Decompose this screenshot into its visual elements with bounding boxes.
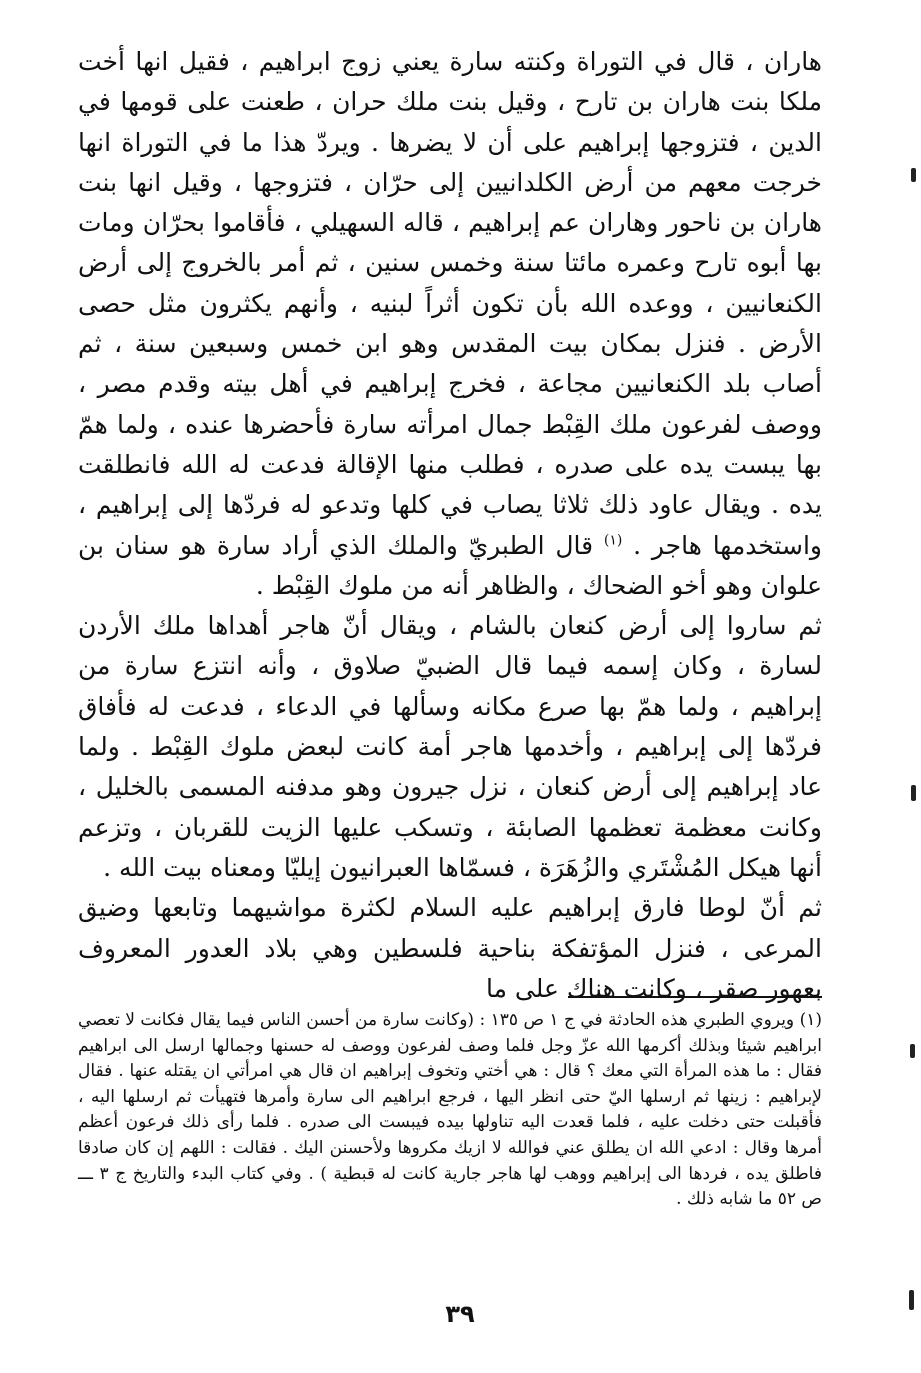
main-text bbox=[78, 42, 822, 1009]
margin-mark bbox=[911, 785, 916, 801]
page-number: ٣٩ bbox=[445, 1300, 475, 1328]
paragraph-1-tail: قال الطبريّ والملك الذي أراد سارة هو سنان بن علوان وهو أخو الضحاك ، والظاهر أنه من ملوك القِبْط . bbox=[78, 530, 822, 600]
paragraph-3: ثم أنّ لوطا فارق إبراهيم عليه السلام لكثرة مواشيهما وتابعها وضيق المرعى ، فنزل المؤتفكة بناحية فلسطين وهي بلاد العدور المعروف بعهور صقر ، وكانت هناك على ما bbox=[78, 893, 822, 1003]
footnote bbox=[78, 1008, 822, 1213]
footnote-text: (١) ويروي الطبري هذه الحادثة في ج ١ ص ١٣٥ : (وكانت سارة من أحسن الناس فيما يقال فكانت لا تعصي ابراهيم شيئا وبذلك أكرمها الله عزّ وجل فلما وصف لفرعون ووصف له حسنها وجمالها ارسل الى ابراهيم فقال : ما هذه المرأة التي معك ؟ قال : هي أختي وتخوف إبراهيم ان قال هي امرأتي ان يقتله عنها . فقال لإبراهيم : زينها ثم ارسلها اليّ حتى انظر اليها ، فرجع ابراهيم الى سارة وأمرها فتهيأت ثم ارسلها اليه ، فأقبلت حتى دخلت عليه ، فلما قعدت اليه تناولها بيده فيبست الى صدره . فلما رأى ذلك فرعون أعظم أمرها وقال : ادعي الله ان يطلق عني فوالله لا ازيك مكروها ولأحسنن اليك . فقالت : اللهم إن كان صادقا فاطلق يده ، فردها الى إبراهيم ووهب لها هاجر جارية كانت له قبطية ) . وفي كتاب البدء والتاريخ ج ٣ ـــ ص ٥٢ ما شابه ذلك . bbox=[78, 1010, 822, 1210]
paragraph-1-text: هاران ، قال في التوراة وكنته سارة يعني زوج ابراهيم ، فقيل انها أخت ملكا بنت هاران بن تارح ، وقيل بنت ملك حران ، طعنت على قومها في الدين ، فتزوجها إبراهيم على أن لا يضرها . ويردّ هذا ما في التوراة انها خرجت معهم من أرض الكلدانيين إلى حرّان ، فتزوجها ، وقيل انها بنت هاران بن ناحور وهاران عم إبراهيم ، قاله السهيلي ، فأقاموا بحرّان ومات بها أبوه تارح وعمره مائتا سنة وخمس سنين ، ثم أمر بالخروج إلى أرض الكنعانيين ، ووعده الله بأن تكون أثراً لبنيه ، وأنهم يكثرون مثل حصى الأرض . فنزل بمكان بيت المقدس وهو ابن خمس وسبعين سنة ، ثم أصاب بلد الكنعانيين مجاعة ، فخرج إبراهيم في أهل بيته وقدم مصر ، ووصف لفرعون ملك القِبْط جمال امرأته سارة فأحضرها عنده ، ولما همّ بها يبست يده على صدره ، فطلب منها الإقالة فدعت له الله فانطلقت يده . ويقال عاود ذلك ثلاثا يصاب في كلها وتدعو له فردّها إلى إبراهيم ، واستخدمها هاجر . bbox=[78, 47, 822, 560]
margin-mark bbox=[911, 168, 916, 182]
footnote-separator bbox=[568, 996, 822, 998]
paragraph-2: ثم ساروا إلى أرض كنعان بالشام ، ويقال أنّ هاجر أهداها ملك الأردن لسارة ، وكان إسمه فيما قال الضبيّ صلاوق ، وأنه انتزع سارة من إبراهيم ، ولما همّ بها صرع مكانه وسألها في الدعاء ، فدعت له فأفاق فردّها إلى إبراهيم ، وأخدمها هاجر أمة كانت لبعض ملوك القِبْط . ولما عاد إبراهيم إلى أرض كنعان ، نزل جيرون وهو مدفنه المسمى بالخليل ، وكانت معظمة تعظمها الصابئة ، وتسكب عليها الزيت للقربان ، وتزعم أنها هيكل المُشْتَري والزُهَرَة ، فسمّاها العبرانيون إيليّا ومعناه بيت الله . bbox=[78, 611, 822, 882]
margin-mark bbox=[909, 1290, 914, 1310]
margin-mark bbox=[910, 1044, 915, 1058]
paragraph-1 bbox=[78, 42, 822, 606]
footnote-reference: (١) bbox=[603, 532, 623, 549]
